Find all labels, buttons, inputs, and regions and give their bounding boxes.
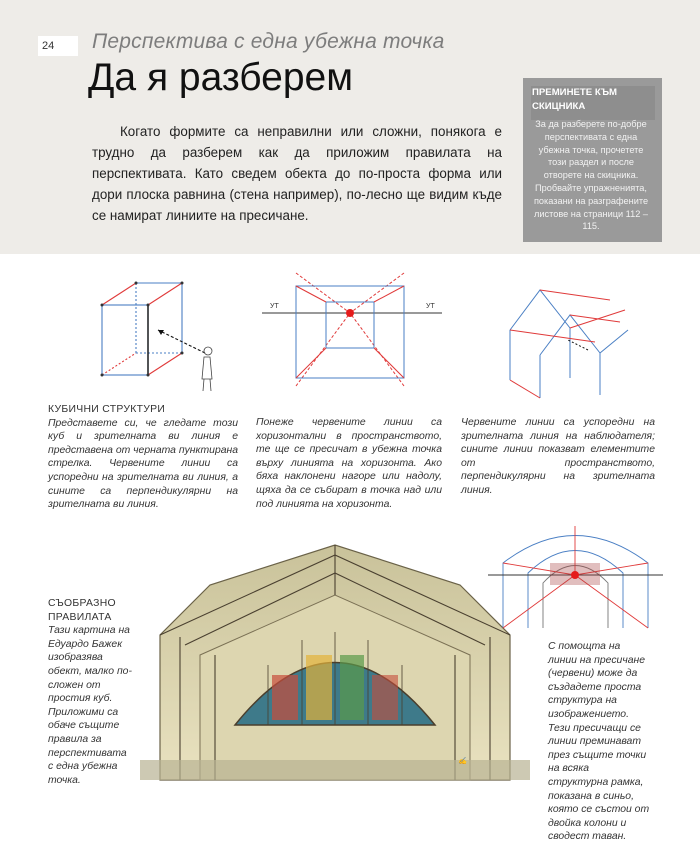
sidebar-text: За да разберете по-добре перспективата с една убежна точка, прочетете този раздел и после отворете на скицника. Пробвайте упражненията, показани на разграфените листове на страници 112 – 115. — [533, 119, 649, 232]
vp-label-left: УТ — [270, 303, 279, 310]
vp-label-right: УТ — [426, 303, 435, 310]
page-title: Да я разберем — [88, 56, 354, 99]
rules-caption-text: Тази картина на Едуардо Бажек изобразява обект, малко по-сложен от простия куб. Приложими са обаче същите правила за перспективата с една убежна точка. — [48, 625, 132, 786]
sidebar-title: ПРЕМИНЕТЕ КЪМ СКИЦНИКА — [532, 87, 618, 112]
chapter-subtitle: Перспектива с една убежна точка — [92, 30, 445, 53]
roof-caption: Червените линии са успоредни на зрителната линия на наблюдателя; сините линии показват елементите от пространството, перпендикулярни на зрителната линия. — [461, 417, 655, 496]
page-number: 24 — [38, 36, 78, 56]
vanishing-point-diagram — [262, 258, 442, 408]
horizon-caption: Понеже червените линии са хоризонтални в пространството, те ще се пресичат в убежна точка върху линията на хоризонта. Ако бяха наклонени нагоре или надолу, щяха да се събират в точка над или под линията на хоризонта. — [256, 417, 442, 510]
cube-caption-title: КУБИЧНИ СТРУКТУРИ — [48, 404, 166, 415]
church-interior-painting — [140, 525, 530, 780]
roof-structure-diagram — [500, 270, 630, 400]
grid-caption: С помощта на линии на пресичане (червени) може да създадете проста структура на изображението. Тези пресичащи се линии преминават през същите точки на всяка структурна рамка, показана в синьо, която се състои от двойка колони и сводест таван. — [548, 641, 650, 843]
intro-paragraph: Когато формите са неправилни или сложни, понякога е трудно да разберем как да приложим правилата на перспективата. Като сведем обекта до по-проста форма или дори плоска равнина (стена например), по-лесно ще видим къде се намират линиите на пресичане. — [92, 124, 502, 223]
church-grid-sketch — [488, 518, 663, 638]
cube-caption-text: Представете си, че гледате този куб и зрителната ви линия е представена от черната пунктирана стрелка. Червените линии са успоредни на зрителната ви линия, а сините са перпендикулярни на зрителната ви линия. — [48, 417, 238, 511]
cube-caption — [48, 403, 238, 512]
rules-caption — [48, 597, 132, 787]
rules-caption-title: СЪОБРАЗНО ПРАВИЛАТА — [48, 598, 116, 623]
svg-text:✍: ✍ — [458, 758, 467, 765]
cube-diagram — [90, 275, 220, 395]
